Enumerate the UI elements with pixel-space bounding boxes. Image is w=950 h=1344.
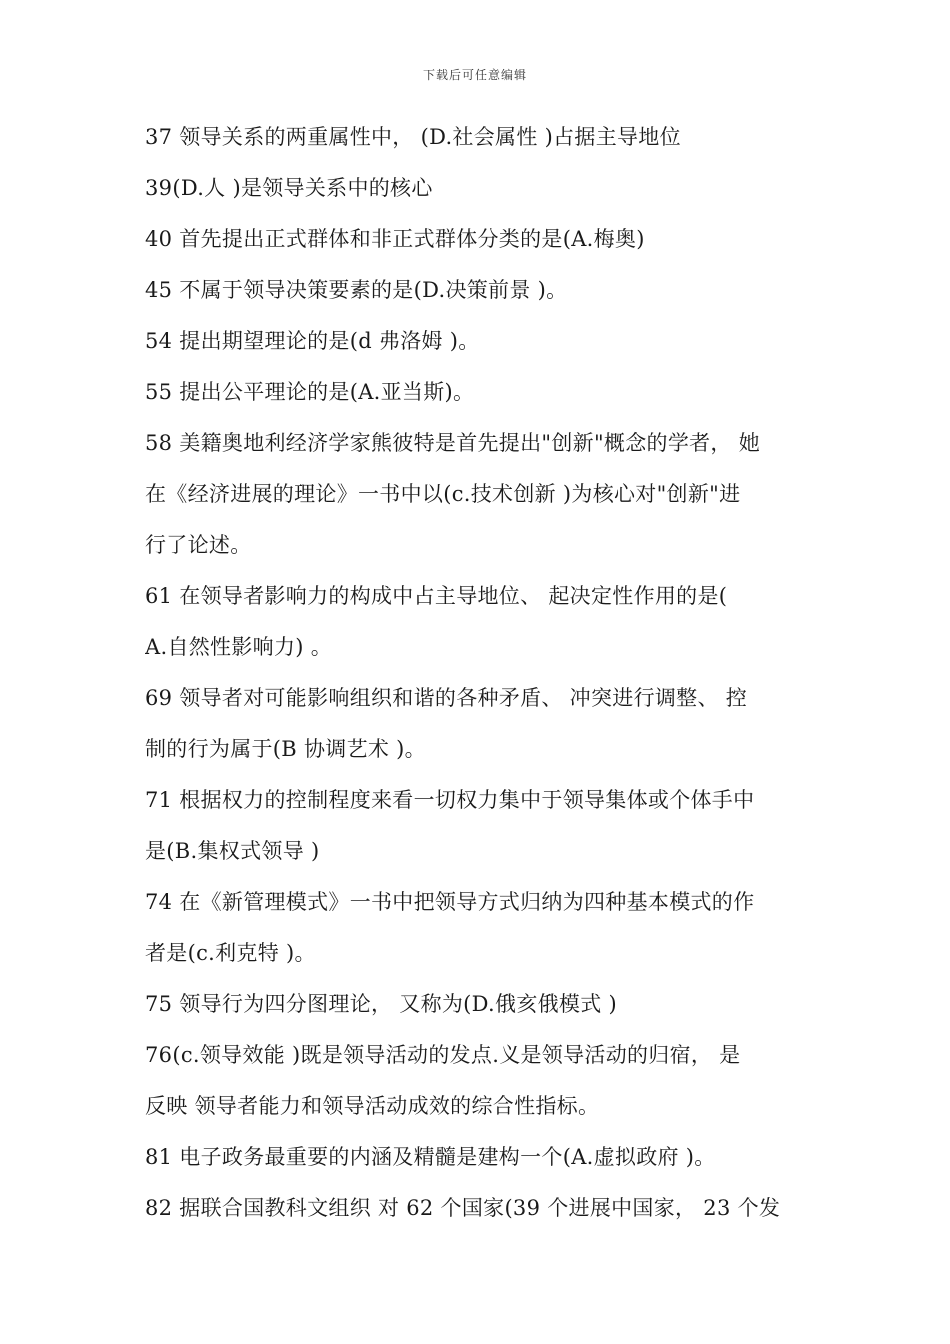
page-header: 下载后可任意编辑 [422, 68, 527, 82]
text-line: 是(B.集权式领导 ) [145, 839, 320, 863]
text-line: 反映 领导者能力和领导活动成效的综合性指标。 [145, 1094, 600, 1118]
text-line: 71 根据权力的控制程度来看一切权力集中于领导集体或个体手中 [145, 788, 755, 812]
text-line: 75 领导行为四分图理论， 又称为(D.俄亥俄模式 ) [145, 992, 617, 1016]
text-line: 者是(c.利克特 )。 [145, 941, 316, 965]
text-line: 制的行为属于(B 协调艺术 )。 [145, 737, 426, 761]
text-line: 74 在《新管理模式》一书中把领导方式归纳为四种基本模式的作 [145, 890, 755, 914]
text-line: 40 首先提出正式群体和非正式群体分类的是(A.梅奥) [145, 227, 645, 251]
text-line: 39(D.人 )是领导关系中的核心 [145, 176, 433, 200]
text-line: 81 电子政务最重要的内涵及精髓是建构一个(A.虚拟政府 )。 [145, 1145, 716, 1169]
text-line: 69 领导者对可能影响组织和谐的各种矛盾、 冲突进行调整、 控 [145, 686, 748, 710]
text-line: 82 据联合国教科文组织 对 62 个国家(39 个进展中国家， 23 个发 [145, 1196, 781, 1220]
text-line: A.自然性影响力) 。 [145, 635, 333, 659]
text-line: 55 提出公平理论的是(A.亚当斯)。 [145, 380, 475, 404]
text-line: 58 美籍奥地利经济学家熊彼特是首先提出"创新"概念的学者， 她 [145, 431, 760, 455]
text-line: 行了论述。 [145, 533, 252, 557]
text-line: 37 领导关系的两重属性中， (D.社会属性 )占据主导地位 [145, 125, 681, 149]
text-line: 45 不属于领导决策要素的是(D.决策前景 )。 [145, 278, 568, 302]
document-body [145, 112, 810, 1234]
text-line: 在《经济进展的理论》一书中以(c.技术创新 )为核心对"创新"进 [145, 482, 741, 506]
text-line: 76(c.领导效能 )既是领导活动的发点.义是领导活动的归宿， 是 [145, 1043, 741, 1067]
text-line: 61 在领导者影响力的构成中占主导地位、 起决定性作用的是( [145, 584, 728, 608]
text-line: 54 提出期望理论的是(d 弗洛姆 )。 [145, 329, 480, 353]
